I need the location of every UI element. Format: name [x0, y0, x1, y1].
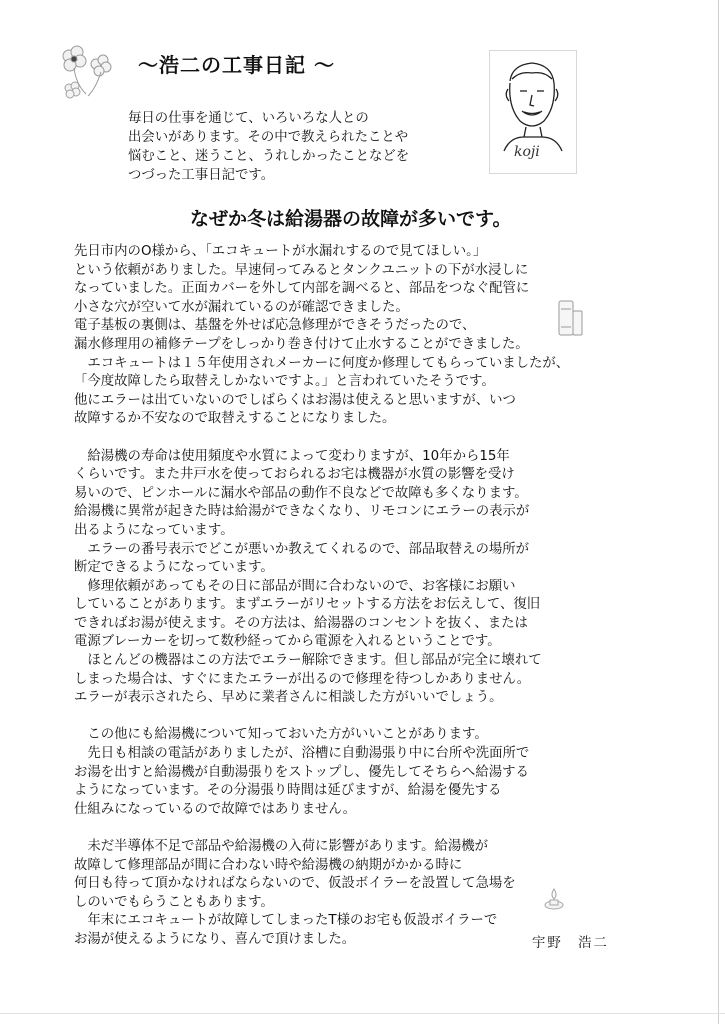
- lamp-icon: [542, 887, 566, 913]
- body-line: ほとんどの機器はこの方法でエラー解除できます。但し部品が完全に壊れて: [74, 653, 542, 669]
- body-line: エコキュートは１５年使用されメーカーに何度か修理してもらっていましたが、: [74, 355, 570, 371]
- body-line: お湯を出すと給湯機が自動湯張りをストップし、優先してそちらへ給湯する: [74, 764, 529, 780]
- paragraph-gap: [74, 429, 594, 448]
- body-line: 給湯機の寿命は使用頻度や水質によって変わりますが、10年から15年: [74, 448, 510, 464]
- portrait-signature: koji: [514, 144, 540, 160]
- body-line: 小さな穴が空いて水が漏れているのが確認できました。: [74, 299, 409, 315]
- scan-edge: [0, 1013, 725, 1014]
- body-line: エラーの番号表示でどこが悪いか教えてくれるので、部品取替えの場所が: [74, 541, 530, 557]
- page-title: ～浩二の工事日記 ～: [138, 53, 335, 77]
- paragraph-gap: [74, 819, 594, 838]
- body-line: ようになっています。その分湯張り時間は延びますが、給湯を優先する: [74, 783, 502, 799]
- intro-line: 毎日の仕事を通じて、いろいろな人との: [128, 111, 369, 126]
- body-line: 電子基板の裏側は、基盤を外せば応急修理ができそうだったので、: [74, 318, 476, 334]
- body-line: 先日市内のO様から、「エコキュートが水漏れするので見てほしい。」: [74, 244, 487, 259]
- body-line: お湯が使えるようになり、喜んで頂けました。: [74, 931, 356, 947]
- body-line: 漏水修理用の補修テープをしっかり巻き付けて止水することができました。: [74, 336, 529, 352]
- body-line: 易いので、ピンホールに漏水や部品の動作不良などで故障も多くなります。: [74, 485, 528, 501]
- scan-edge: [718, 0, 719, 1024]
- water-heater-icon: [556, 299, 584, 339]
- body-line: という依頼がありました。早速伺ってみるとタンクユニットの下が水浸しに: [74, 262, 529, 278]
- body-line: していることがあります。まずエラーがリセットする方法をお伝えして、復旧: [74, 597, 541, 613]
- body-line: なっていました。正面カバーを外して内部を調べると、部品をつなぐ配管に: [74, 281, 530, 297]
- small-clover-icon: [62, 80, 84, 100]
- intro-line: つづった工事日記です。: [128, 168, 275, 183]
- body-line: しまった場合は、すぐにまたエラーが出るので修理を待つしかありません。: [74, 671, 531, 687]
- body-line: 修理依頼があってもその日に部品が間に合わないので、お客様にお願い: [74, 578, 516, 594]
- body-line: しのいでもらうこともあります。: [74, 894, 274, 910]
- body-line: 給湯機に異常が起きた時は給湯ができなくなり、リモコンにエラーの表示が: [74, 504, 530, 520]
- intro-line: 出会いがあります。その中で教えられたことや: [128, 130, 409, 145]
- body-line: できればお湯が使えます。その方法は、給湯器のコンセントを抜く、または: [74, 615, 528, 631]
- body-line: 仕組みになっているので故障ではありません。: [74, 801, 357, 817]
- article-body: [74, 243, 594, 950]
- body-line: 未だ半導体不足で部品や給湯機の入荷に影響があります。給湯機が: [74, 839, 489, 854]
- body-line: 断定できるようになっています。: [74, 560, 274, 576]
- body-line: 故障して修理部品が間に合わない時や給湯機の納期がかかる時に: [74, 857, 463, 873]
- body-line: 「今度故障したら取替えしかないですよ。」と言われていたそうです。: [74, 374, 495, 390]
- body-line: 電源ブレーカーを切って数秒経ってから電源を入れるということです。: [74, 634, 501, 650]
- author-signature: 宇野 浩二: [532, 936, 609, 951]
- intro-text: [128, 109, 458, 185]
- body-line: 先日も相談の電話がありましたが、浴槽に自動湯張り中に台所や洗面所で: [74, 746, 530, 762]
- body-line: 他にエラーは出ていないのでしばらくはお湯は使えると思いますが、いつ: [74, 392, 516, 408]
- article-headline: なぜか冬は給湯器の故障が多いです。: [190, 208, 512, 230]
- body-line: この他にも給湯機について知っておいた方がいいことがあります。: [74, 727, 488, 743]
- body-line: エラーが表示されたら、早めに業者さんに相談した方がいいでしょう。: [74, 690, 503, 706]
- body-line: 年末にエコキュートが故障してしまったT様のお宅も仮設ボイラーで: [74, 913, 498, 929]
- body-line: 何日も待って頂かなければならないので、仮設ボイラーを設置して急場を: [74, 876, 516, 892]
- body-line: くらいです。また井戸水を使っておられるお宅は機器が水質の影響を受け: [74, 467, 515, 483]
- intro-line: 悩むこと、迷うこと、うれしかったことなどを: [128, 149, 410, 164]
- body-line: 出るようになっています。: [74, 522, 234, 538]
- body-line: 故障するか不安なので取替えすることになりました。: [74, 411, 396, 427]
- paragraph-gap: [74, 708, 594, 727]
